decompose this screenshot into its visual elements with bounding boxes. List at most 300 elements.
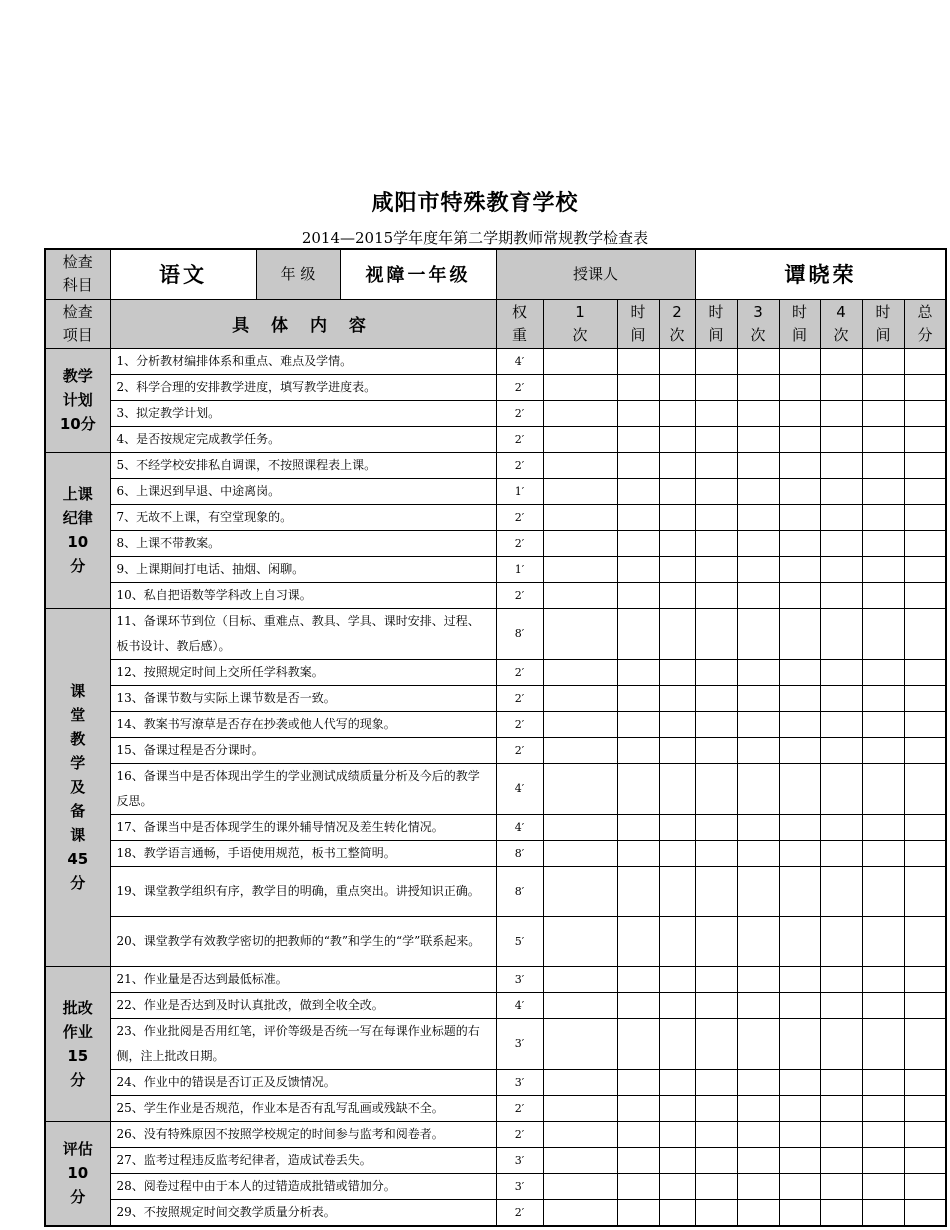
score-cell[interactable]	[862, 1199, 904, 1226]
score-cell[interactable]	[737, 711, 779, 737]
score-cell[interactable]	[862, 1095, 904, 1121]
score-cell[interactable]	[617, 737, 659, 763]
score-cell[interactable]	[779, 814, 820, 840]
score-cell[interactable]	[862, 763, 904, 814]
score-cell[interactable]	[617, 608, 659, 659]
score-cell[interactable]	[543, 1147, 617, 1173]
item-text: 26、没有特殊原因不按照学校规定的时间参与监考和阅卷者。	[110, 1121, 496, 1147]
score-cell[interactable]	[904, 556, 946, 582]
table-row	[45, 840, 946, 866]
score-cell[interactable]	[779, 966, 820, 992]
score-cell[interactable]	[737, 1199, 779, 1226]
score-cell[interactable]	[820, 966, 862, 992]
score-cell[interactable]	[862, 400, 904, 426]
score-cell[interactable]	[820, 1199, 862, 1226]
score-cell[interactable]	[862, 452, 904, 478]
score-cell[interactable]	[659, 763, 695, 814]
score-cell[interactable]	[659, 1121, 695, 1147]
score-cell[interactable]	[862, 814, 904, 840]
score-cell[interactable]	[820, 452, 862, 478]
score-cell[interactable]	[737, 582, 779, 608]
score-cell[interactable]	[779, 582, 820, 608]
score-cell[interactable]	[543, 504, 617, 530]
score-cell[interactable]	[659, 685, 695, 711]
item-weight: 2′	[496, 659, 543, 685]
score-cell[interactable]	[695, 916, 737, 966]
score-cell[interactable]	[695, 426, 737, 452]
score-cell[interactable]	[659, 1018, 695, 1069]
score-cell[interactable]	[617, 426, 659, 452]
score-cell[interactable]	[695, 348, 737, 374]
score-cell[interactable]	[820, 478, 862, 504]
score-cell[interactable]	[820, 348, 862, 374]
score-cell[interactable]	[737, 1069, 779, 1095]
table-row	[45, 711, 946, 737]
score-cell[interactable]	[543, 1069, 617, 1095]
score-cell[interactable]	[904, 400, 946, 426]
score-cell[interactable]	[543, 916, 617, 966]
score-cell[interactable]	[904, 840, 946, 866]
table-row	[45, 1018, 946, 1069]
score-cell[interactable]	[904, 1199, 946, 1226]
score-cell[interactable]	[617, 659, 659, 685]
score-cell[interactable]	[695, 659, 737, 685]
score-cell[interactable]	[617, 1121, 659, 1147]
score-cell[interactable]	[543, 1018, 617, 1069]
score-cell[interactable]	[737, 685, 779, 711]
score-cell[interactable]	[820, 530, 862, 556]
score-cell[interactable]	[695, 374, 737, 400]
score-cell[interactable]	[779, 1173, 820, 1199]
item-weight: 3′	[496, 1173, 543, 1199]
score-cell[interactable]	[617, 1018, 659, 1069]
item-weight: 2′	[496, 582, 543, 608]
score-cell[interactable]	[779, 348, 820, 374]
score-cell[interactable]	[617, 992, 659, 1018]
score-cell[interactable]	[659, 374, 695, 400]
score-cell[interactable]	[659, 711, 695, 737]
score-cell[interactable]	[737, 504, 779, 530]
table-row	[45, 992, 946, 1018]
teacher-value: 谭晓荣	[695, 249, 946, 299]
score-cell[interactable]	[543, 400, 617, 426]
score-cell[interactable]	[543, 1095, 617, 1121]
score-cell[interactable]	[862, 866, 904, 916]
score-cell[interactable]	[904, 478, 946, 504]
score-cell[interactable]	[543, 737, 617, 763]
score-cell[interactable]	[659, 348, 695, 374]
score-cell[interactable]	[617, 400, 659, 426]
item-text: 6、上课迟到早退、中途离岗。	[110, 478, 496, 504]
score-cell[interactable]	[904, 866, 946, 916]
item-weight: 2′	[496, 452, 543, 478]
score-cell[interactable]	[737, 966, 779, 992]
score-cell[interactable]	[543, 866, 617, 916]
score-cell[interactable]	[779, 374, 820, 400]
score-cell[interactable]	[543, 814, 617, 840]
score-cell[interactable]	[820, 556, 862, 582]
score-cell[interactable]	[820, 1147, 862, 1173]
score-cell[interactable]	[737, 737, 779, 763]
score-cell[interactable]	[617, 530, 659, 556]
item-text: 25、学生作业是否规范，作业本是否有乱写乱画或残缺不全。	[110, 1095, 496, 1121]
score-cell[interactable]	[820, 400, 862, 426]
score-cell[interactable]	[617, 348, 659, 374]
score-cell[interactable]	[820, 608, 862, 659]
score-cell[interactable]	[779, 556, 820, 582]
score-cell[interactable]	[820, 763, 862, 814]
score-cell[interactable]	[737, 400, 779, 426]
score-cell[interactable]	[820, 916, 862, 966]
score-cell[interactable]	[659, 478, 695, 504]
score-cell[interactable]	[617, 1069, 659, 1095]
inspection-table	[44, 248, 947, 1227]
score-cell[interactable]	[904, 504, 946, 530]
score-cell[interactable]	[695, 1069, 737, 1095]
score-cell[interactable]	[862, 608, 904, 659]
score-cell[interactable]	[820, 504, 862, 530]
score-cell[interactable]	[779, 530, 820, 556]
score-cell[interactable]	[659, 530, 695, 556]
score-cell[interactable]	[695, 608, 737, 659]
score-cell[interactable]	[737, 452, 779, 478]
score-cell[interactable]	[695, 452, 737, 478]
score-cell[interactable]	[617, 685, 659, 711]
score-cell[interactable]	[862, 992, 904, 1018]
score-cell[interactable]	[737, 426, 779, 452]
score-cell[interactable]	[904, 711, 946, 737]
score-cell[interactable]	[659, 737, 695, 763]
item-weight: 4′	[496, 763, 543, 814]
score-cell[interactable]	[862, 348, 904, 374]
score-cell[interactable]	[543, 711, 617, 737]
score-cell[interactable]	[659, 916, 695, 966]
school-name: 咸阳市特殊教育学校	[371, 191, 579, 216]
score-cell[interactable]	[543, 1173, 617, 1199]
score-cell[interactable]	[904, 374, 946, 400]
score-cell[interactable]	[862, 1147, 904, 1173]
item-weight: 4′	[496, 992, 543, 1018]
score-cell[interactable]	[904, 685, 946, 711]
score-cell[interactable]	[779, 504, 820, 530]
item-weight: 2′	[496, 426, 543, 452]
score-cell[interactable]	[779, 916, 820, 966]
score-cell[interactable]	[820, 659, 862, 685]
score-cell[interactable]	[862, 916, 904, 966]
score-cell[interactable]	[737, 348, 779, 374]
score-cell[interactable]	[737, 1121, 779, 1147]
score-cell[interactable]	[543, 530, 617, 556]
score-cell[interactable]	[659, 582, 695, 608]
score-cell[interactable]	[779, 1147, 820, 1173]
score-cell[interactable]	[659, 966, 695, 992]
score-cell[interactable]	[737, 374, 779, 400]
score-cell[interactable]	[543, 426, 617, 452]
score-cell[interactable]	[617, 916, 659, 966]
score-cell[interactable]	[862, 556, 904, 582]
score-cell[interactable]	[695, 478, 737, 504]
score-cell[interactable]	[862, 1121, 904, 1147]
score-cell[interactable]	[779, 763, 820, 814]
score-cell[interactable]	[737, 1018, 779, 1069]
score-cell[interactable]	[904, 814, 946, 840]
check1-col-header: 1 次	[543, 299, 617, 348]
score-cell[interactable]	[820, 1095, 862, 1121]
item-text: 9、上课期间打电话、抽烟、闲聊。	[110, 556, 496, 582]
score-cell[interactable]	[779, 1121, 820, 1147]
item-text: 17、备课当中是否体现学生的课外辅导情况及差生转化情况。	[110, 814, 496, 840]
table-row	[45, 1199, 946, 1226]
score-cell[interactable]	[659, 1147, 695, 1173]
score-cell[interactable]	[820, 1069, 862, 1095]
score-cell[interactable]	[737, 608, 779, 659]
score-cell[interactable]	[617, 556, 659, 582]
score-cell[interactable]	[820, 426, 862, 452]
item-text: 14、教案书写潦草是否存在抄袭或他人代写的现象。	[110, 711, 496, 737]
score-cell[interactable]	[862, 530, 904, 556]
score-cell[interactable]	[904, 426, 946, 452]
score-cell[interactable]	[659, 1069, 695, 1095]
score-cell[interactable]	[779, 608, 820, 659]
category-cell: 上课 纪律 10 分	[45, 452, 110, 608]
score-cell[interactable]	[659, 840, 695, 866]
score-cell[interactable]	[737, 1147, 779, 1173]
score-cell[interactable]	[862, 711, 904, 737]
score-cell[interactable]	[617, 1173, 659, 1199]
score-cell[interactable]	[779, 711, 820, 737]
item-weight: 3′	[496, 1069, 543, 1095]
score-cell[interactable]	[862, 685, 904, 711]
score-cell[interactable]	[862, 1173, 904, 1199]
item-weight: 2′	[496, 530, 543, 556]
score-cell[interactable]	[543, 840, 617, 866]
score-cell[interactable]	[737, 840, 779, 866]
item-col-header: 检查 项目	[45, 299, 110, 348]
item-text: 12、按照规定时间上交所任学科教案。	[110, 659, 496, 685]
score-cell[interactable]	[543, 452, 617, 478]
score-cell[interactable]	[904, 966, 946, 992]
score-cell[interactable]	[862, 374, 904, 400]
score-cell[interactable]	[737, 992, 779, 1018]
score-cell[interactable]	[779, 685, 820, 711]
score-cell[interactable]	[737, 916, 779, 966]
score-cell[interactable]	[659, 426, 695, 452]
score-cell[interactable]	[543, 966, 617, 992]
score-cell[interactable]	[737, 1173, 779, 1199]
score-cell[interactable]	[695, 582, 737, 608]
score-cell[interactable]	[695, 1199, 737, 1226]
score-cell[interactable]	[617, 1199, 659, 1226]
score-cell[interactable]	[659, 866, 695, 916]
score-cell[interactable]	[659, 659, 695, 685]
score-cell[interactable]	[695, 763, 737, 814]
score-cell[interactable]	[695, 400, 737, 426]
score-cell[interactable]	[820, 1173, 862, 1199]
score-cell[interactable]	[737, 1095, 779, 1121]
score-cell[interactable]	[543, 659, 617, 685]
score-cell[interactable]	[617, 966, 659, 992]
score-cell[interactable]	[862, 737, 904, 763]
score-cell[interactable]	[695, 1095, 737, 1121]
score-cell[interactable]	[695, 1173, 737, 1199]
score-cell[interactable]	[904, 737, 946, 763]
score-cell[interactable]	[862, 1069, 904, 1095]
score-cell[interactable]	[543, 348, 617, 374]
score-cell[interactable]	[737, 814, 779, 840]
score-cell[interactable]	[543, 374, 617, 400]
score-cell[interactable]	[820, 814, 862, 840]
score-cell[interactable]	[904, 530, 946, 556]
score-cell[interactable]	[543, 1121, 617, 1147]
score-cell[interactable]	[904, 1147, 946, 1173]
score-cell[interactable]	[820, 685, 862, 711]
score-cell[interactable]	[695, 840, 737, 866]
score-cell[interactable]	[779, 426, 820, 452]
score-cell[interactable]	[695, 504, 737, 530]
score-cell[interactable]	[543, 1199, 617, 1226]
score-cell[interactable]	[659, 1095, 695, 1121]
score-cell[interactable]	[617, 763, 659, 814]
score-cell[interactable]	[543, 478, 617, 504]
score-cell[interactable]	[820, 737, 862, 763]
score-cell[interactable]	[779, 1199, 820, 1226]
score-cell[interactable]	[695, 1121, 737, 1147]
score-cell[interactable]	[659, 1173, 695, 1199]
score-cell[interactable]	[695, 866, 737, 916]
score-cell[interactable]	[904, 763, 946, 814]
score-cell[interactable]	[695, 711, 737, 737]
score-cell[interactable]	[659, 452, 695, 478]
score-cell[interactable]	[617, 866, 659, 916]
score-cell[interactable]	[737, 530, 779, 556]
score-cell[interactable]	[904, 1095, 946, 1121]
score-cell[interactable]	[820, 582, 862, 608]
score-cell[interactable]	[695, 992, 737, 1018]
score-cell[interactable]	[862, 966, 904, 992]
score-cell[interactable]	[695, 556, 737, 582]
score-cell[interactable]	[862, 426, 904, 452]
score-cell[interactable]	[543, 608, 617, 659]
score-cell[interactable]	[820, 992, 862, 1018]
score-cell[interactable]	[779, 1069, 820, 1095]
score-cell[interactable]	[737, 556, 779, 582]
item-weight: 5′	[496, 916, 543, 966]
score-cell[interactable]	[695, 530, 737, 556]
score-cell[interactable]	[904, 659, 946, 685]
score-cell[interactable]	[617, 582, 659, 608]
score-cell[interactable]	[695, 966, 737, 992]
score-cell[interactable]	[904, 608, 946, 659]
score-cell[interactable]	[779, 478, 820, 504]
score-cell[interactable]	[904, 916, 946, 966]
score-cell[interactable]	[695, 814, 737, 840]
score-cell[interactable]	[737, 763, 779, 814]
score-cell[interactable]	[659, 608, 695, 659]
score-cell[interactable]	[904, 1018, 946, 1069]
score-cell[interactable]	[779, 452, 820, 478]
score-cell[interactable]	[820, 1018, 862, 1069]
score-cell[interactable]	[617, 504, 659, 530]
score-cell[interactable]	[737, 478, 779, 504]
score-cell[interactable]	[659, 400, 695, 426]
score-cell[interactable]	[659, 992, 695, 1018]
score-cell[interactable]	[737, 866, 779, 916]
score-cell[interactable]	[695, 1018, 737, 1069]
item-text: 24、作业中的错误是否订正及反馈情况。	[110, 1069, 496, 1095]
score-cell[interactable]	[904, 1121, 946, 1147]
score-cell[interactable]	[862, 504, 904, 530]
score-cell[interactable]	[779, 840, 820, 866]
score-cell[interactable]	[543, 763, 617, 814]
item-weight: 1′	[496, 556, 543, 582]
score-cell[interactable]	[617, 374, 659, 400]
score-cell[interactable]	[695, 1147, 737, 1173]
score-cell[interactable]	[862, 478, 904, 504]
score-cell[interactable]	[904, 1069, 946, 1095]
score-cell[interactable]	[820, 840, 862, 866]
score-cell[interactable]	[820, 374, 862, 400]
score-cell[interactable]	[820, 1121, 862, 1147]
score-cell[interactable]	[543, 556, 617, 582]
score-cell[interactable]	[779, 992, 820, 1018]
score-cell[interactable]	[862, 659, 904, 685]
score-cell[interactable]	[904, 1173, 946, 1199]
item-weight: 3′	[496, 966, 543, 992]
score-cell[interactable]	[659, 1199, 695, 1226]
item-weight: 4′	[496, 348, 543, 374]
score-cell[interactable]	[779, 400, 820, 426]
item-text: 4、是否按规定完成教学任务。	[110, 426, 496, 452]
score-cell[interactable]	[617, 1147, 659, 1173]
score-cell[interactable]	[862, 582, 904, 608]
score-cell[interactable]	[617, 814, 659, 840]
score-cell[interactable]	[904, 452, 946, 478]
score-cell[interactable]	[904, 992, 946, 1018]
score-cell[interactable]	[862, 840, 904, 866]
score-cell[interactable]	[617, 478, 659, 504]
score-cell[interactable]	[617, 840, 659, 866]
score-cell[interactable]	[779, 866, 820, 916]
score-cell[interactable]	[659, 814, 695, 840]
score-cell[interactable]	[617, 452, 659, 478]
score-cell[interactable]	[659, 556, 695, 582]
score-cell[interactable]	[862, 1018, 904, 1069]
score-cell[interactable]	[820, 866, 862, 916]
score-cell[interactable]	[617, 1095, 659, 1121]
item-weight: 8′	[496, 608, 543, 659]
score-cell[interactable]	[617, 711, 659, 737]
score-cell[interactable]	[904, 348, 946, 374]
score-cell[interactable]	[779, 1018, 820, 1069]
score-cell[interactable]	[543, 992, 617, 1018]
score-cell[interactable]	[695, 737, 737, 763]
item-text: 21、作业量是否达到最低标准。	[110, 966, 496, 992]
score-cell[interactable]	[820, 711, 862, 737]
table-row	[45, 1069, 946, 1095]
score-cell[interactable]	[695, 685, 737, 711]
score-cell[interactable]	[659, 504, 695, 530]
score-cell[interactable]	[779, 1095, 820, 1121]
score-cell[interactable]	[737, 659, 779, 685]
table-row	[45, 814, 946, 840]
score-cell[interactable]	[779, 737, 820, 763]
item-text: 2、科学合理的安排教学进度，填写教学进度表。	[110, 374, 496, 400]
item-weight: 2′	[496, 1095, 543, 1121]
score-cell[interactable]	[543, 582, 617, 608]
score-cell[interactable]	[779, 659, 820, 685]
score-cell[interactable]	[543, 685, 617, 711]
score-cell[interactable]	[904, 582, 946, 608]
